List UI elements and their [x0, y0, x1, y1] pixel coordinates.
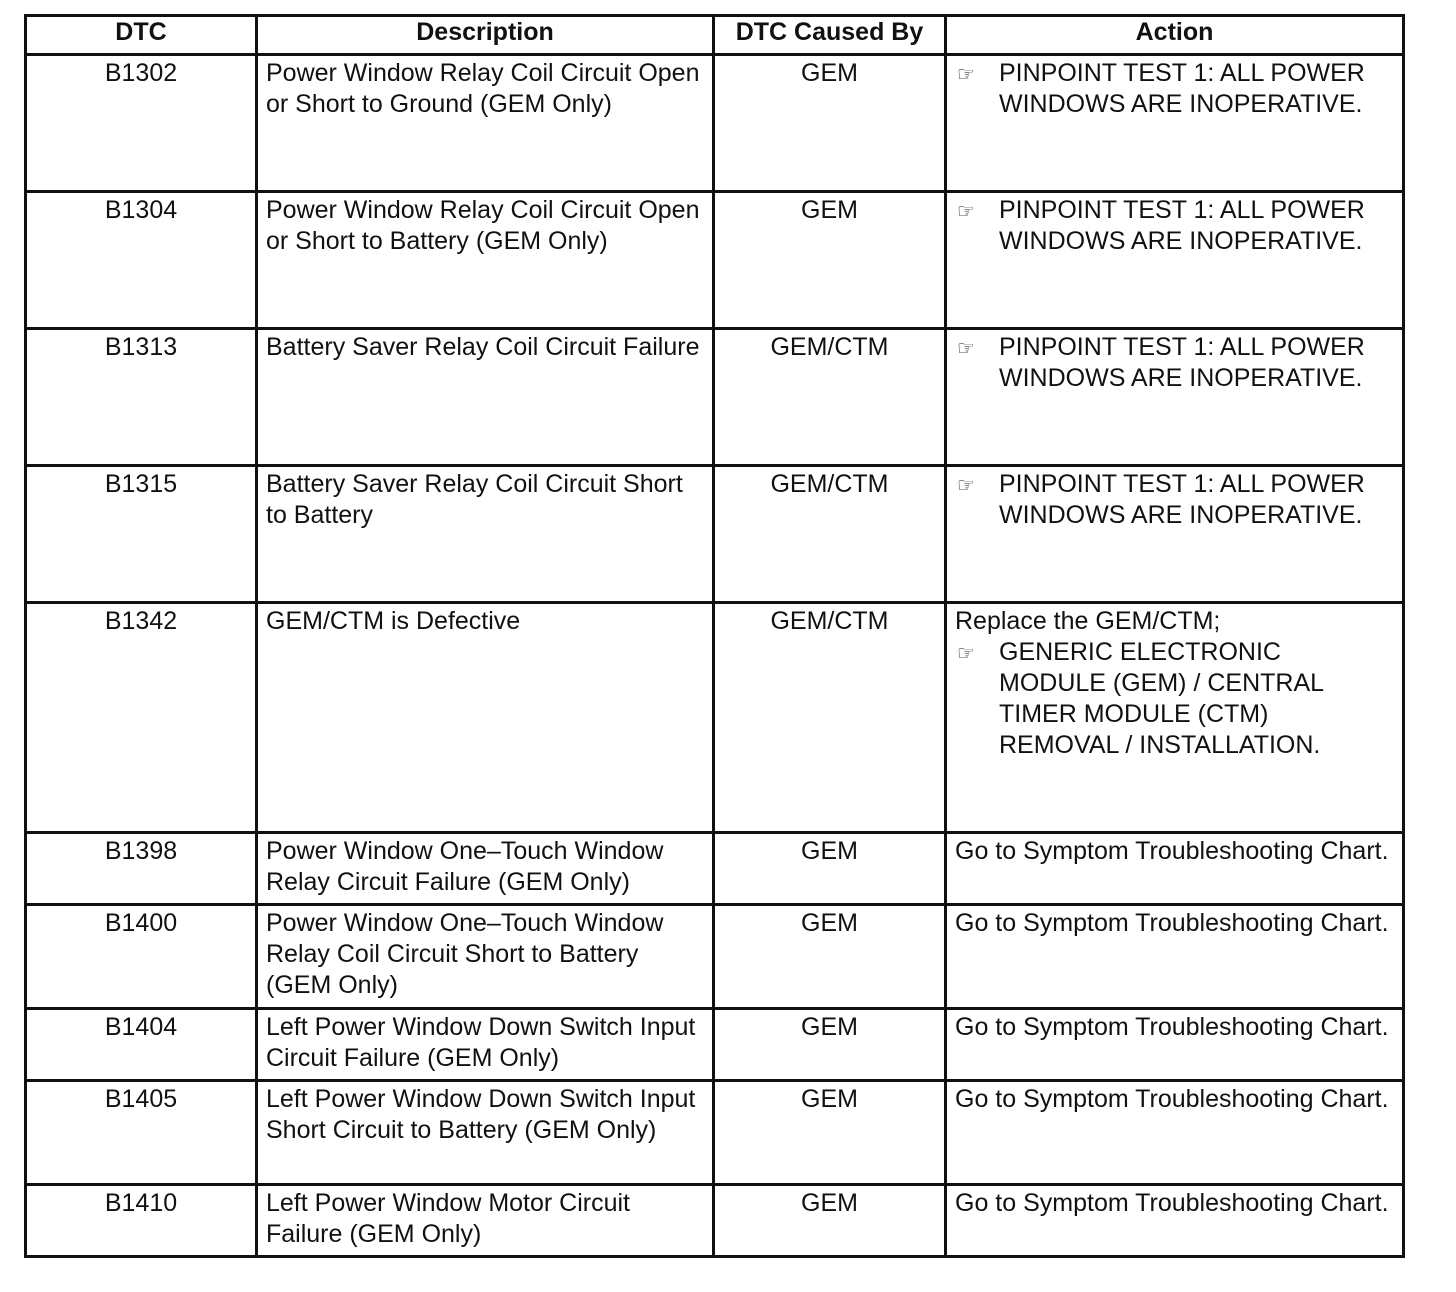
action-reference-link[interactable]: PINPOINT TEST 1: ALL POWER WINDOWS ARE INOPERATIVE. — [999, 333, 1365, 392]
pointing-hand-icon: ☞ — [957, 475, 975, 497]
pointing-hand-icon: ☞ — [957, 643, 975, 665]
table-row — [26, 603, 1404, 833]
table-header-row — [26, 16, 1404, 55]
dtc-description: Power Window One–Touch Window Relay Coil Circuit Short to Battery (GEM Only) — [257, 905, 714, 1009]
action-instruction: Replace the GEM/CTM; — [955, 607, 1221, 635]
dtc-caused-by: GEM — [714, 1081, 946, 1185]
dtc-caused-by: GEM — [714, 55, 946, 192]
action-reference-link[interactable]: PINPOINT TEST 1: ALL POWER WINDOWS ARE INOPERATIVE. — [999, 196, 1365, 255]
dtc-action — [946, 55, 1404, 192]
table-row — [26, 466, 1404, 603]
dtc-code: B1342 — [26, 603, 257, 833]
pointing-hand-icon: ☞ — [957, 64, 975, 86]
table-row — [26, 1009, 1404, 1081]
dtc-caused-by: GEM/CTM — [714, 466, 946, 603]
table-row — [26, 192, 1404, 329]
dtc-caused-by: GEM — [714, 833, 946, 905]
dtc-code: B1410 — [26, 1185, 257, 1257]
dtc-description: Power Window One–Touch Window Relay Circuit Failure (GEM Only) — [257, 833, 714, 905]
dtc-action: Go to Symptom Troubleshooting Chart. — [946, 905, 1404, 1009]
header-caused-by: DTC Caused By — [714, 16, 946, 55]
dtc-code: B1304 — [26, 192, 257, 329]
dtc-caused-by: GEM/CTM — [714, 329, 946, 466]
dtc-caused-by: GEM — [714, 905, 946, 1009]
dtc-action: Go to Symptom Troubleshooting Chart. — [946, 1185, 1404, 1257]
dtc-caused-by: GEM/CTM — [714, 603, 946, 833]
dtc-description: Power Window Relay Coil Circuit Open or Short to Ground (GEM Only) — [257, 55, 714, 192]
dtc-action — [946, 466, 1404, 603]
dtc-code: B1400 — [26, 905, 257, 1009]
dtc-code: B1404 — [26, 1009, 257, 1081]
dtc-action — [946, 603, 1404, 833]
header-description: Description — [257, 16, 714, 55]
dtc-action: Go to Symptom Troubleshooting Chart. — [946, 1081, 1404, 1185]
dtc-action: Go to Symptom Troubleshooting Chart. — [946, 1009, 1404, 1081]
dtc-code: B1302 — [26, 55, 257, 192]
table-row — [26, 905, 1404, 1009]
header-action: Action — [946, 16, 1404, 55]
dtc-description: Power Window Relay Coil Circuit Open or Short to Battery (GEM Only) — [257, 192, 714, 329]
dtc-description: Left Power Window Down Switch Input Short Circuit to Battery (GEM Only) — [257, 1081, 714, 1185]
dtc-table — [24, 14, 1405, 1258]
dtc-action — [946, 329, 1404, 466]
table-row — [26, 1185, 1404, 1257]
dtc-code: B1398 — [26, 833, 257, 905]
pointing-hand-icon: ☞ — [957, 201, 975, 223]
table-row — [26, 329, 1404, 466]
dtc-code: B1405 — [26, 1081, 257, 1185]
dtc-code: B1313 — [26, 329, 257, 466]
table-row — [26, 833, 1404, 905]
dtc-description: Battery Saver Relay Coil Circuit Failure — [257, 329, 714, 466]
table-row — [26, 1081, 1404, 1185]
dtc-caused-by: GEM — [714, 1009, 946, 1081]
dtc-description: GEM/CTM is Defective — [257, 603, 714, 833]
header-dtc: DTC — [26, 16, 257, 55]
action-reference-link[interactable]: PINPOINT TEST 1: ALL POWER WINDOWS ARE INOPERATIVE. — [999, 59, 1365, 118]
dtc-description: Left Power Window Down Switch Input Circuit Failure (GEM Only) — [257, 1009, 714, 1081]
action-reference-link[interactable]: PINPOINT TEST 1: ALL POWER WINDOWS ARE INOPERATIVE. — [999, 470, 1365, 529]
action-reference-link[interactable]: GENERIC ELECTRONIC MODULE (GEM) / CENTRAL TIMER MODULE (CTM) REMOVAL / INSTALLATION. — [999, 638, 1324, 759]
dtc-action: Go to Symptom Troubleshooting Chart. — [946, 833, 1404, 905]
dtc-caused-by: GEM — [714, 1185, 946, 1257]
table-row — [26, 55, 1404, 192]
dtc-action — [946, 192, 1404, 329]
dtc-description: Battery Saver Relay Coil Circuit Short to Battery — [257, 466, 714, 603]
dtc-code: B1315 — [26, 466, 257, 603]
dtc-caused-by: GEM — [714, 192, 946, 329]
pointing-hand-icon: ☞ — [957, 338, 975, 360]
dtc-description: Left Power Window Motor Circuit Failure (GEM Only) — [257, 1185, 714, 1257]
